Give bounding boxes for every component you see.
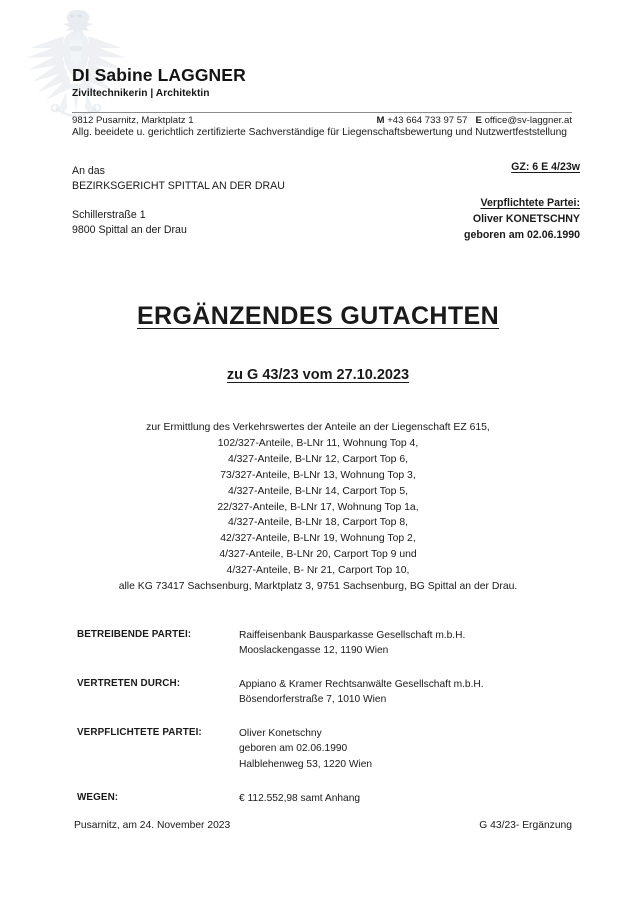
property-share-line: 42/327-Anteile, B-LNr 19, Wohnung Top 2, — [220, 533, 416, 545]
property-share-line: 22/327-Anteile, B-LNr 17, Wohnung Top 1a, — [217, 501, 419, 513]
document-footer — [74, 820, 572, 831]
document-title — [0, 302, 636, 331]
party-label: BETREIBENDE PARTEI: — [77, 629, 192, 640]
party-value-line: geboren am 02.06.1990 — [239, 743, 348, 755]
footer-place-date: Pusarnitz, am 24. November 2023 — [74, 820, 231, 831]
letterhead — [72, 66, 572, 138]
letterhead-role: Ziviltechnikerin | Architektin — [72, 88, 210, 100]
party-label: WEGEN: — [77, 791, 119, 803]
party-value — [239, 628, 465, 658]
letterhead-name: DI Sabine LAGGNER — [72, 65, 246, 85]
party-value — [239, 726, 372, 771]
email-label: E — [475, 115, 482, 127]
reference-block — [464, 160, 580, 244]
property-share-list — [0, 436, 636, 579]
party-row — [77, 791, 567, 806]
party-label: VERPFLICHTETE PARTEI: — [77, 727, 202, 739]
property-share-line: 4/327-Anteile, B-LNr 12, Carport Top 6, — [227, 453, 408, 465]
obligated-party-birthdate: geboren am 02.06.1990 — [463, 228, 580, 241]
property-share-line: 102/327-Anteile, B-LNr 11, Wohnung Top 4, — [217, 437, 419, 449]
party-value-line: Bösendorferstraße 7, 1010 Wien — [239, 694, 387, 706]
property-share-line: 4/327-Anteile, B-LNr 14, Carport Top 5, — [227, 485, 408, 497]
party-row — [77, 628, 567, 658]
phone-label: M — [376, 115, 385, 127]
party-row — [77, 726, 567, 771]
phone-number: +43 664 733 97 57 — [387, 115, 468, 127]
property-description — [0, 420, 636, 595]
footer-doc-ref: G 43/23- Ergänzung — [479, 820, 572, 831]
property-share-line: 4/327-Anteile, B-LNr 20, Carport Top 9 und — [219, 549, 417, 561]
party-value-line: Appiano & Kramer Rechtsanwälte Gesellschaft m.b.H. — [239, 679, 484, 691]
party-label: VERTRETEN DURCH: — [77, 678, 181, 690]
letterhead-contact-line — [72, 115, 572, 126]
email-address[interactable]: office@sv-laggner.at — [484, 115, 572, 127]
letterhead-divider — [72, 112, 572, 113]
party-value-line: Raiffeisenbank Bausparkasse Gesellschaft m.b.H. — [239, 630, 466, 641]
party-value-line: Halblehenweg 53, 1220 Wien — [239, 758, 373, 770]
obligated-party-label: Verpflichtete Partei: — [480, 196, 580, 209]
recipient-spacer — [72, 195, 285, 208]
recipient-block — [72, 164, 285, 238]
party-value — [239, 677, 484, 707]
document-title-text: ERGÄNZENDES GUTACHTEN — [136, 302, 500, 330]
letterhead-contacts — [377, 115, 572, 126]
property-closing: alle KG 73417 Sachsenburg, Marktplatz 3, 9751 Sachsenburg, BG Spittal an der Drau. — [118, 581, 518, 593]
property-share-line: 4/327-Anteile, B- Nr 21, Carport Top 10, — [226, 565, 410, 577]
party-row — [77, 677, 567, 707]
party-value-line: € 112.552,98 samt Anhang — [239, 792, 361, 804]
document-subtitle — [0, 367, 636, 383]
recipient-city: 9800 Spittal an der Drau — [72, 224, 187, 237]
letterhead-qualification: Allg. beeidete u. gerichtlich zertifizierte Sachverständige für Liegenschaftsbewertung und Nutzwertfeststellung — [72, 127, 567, 139]
property-intro: zur Ermittlung des Verkehrswertes der Anteile an der Liegenschaft EZ 615, — [146, 422, 490, 433]
property-share-line: 73/327-Anteile, B-LNr 13, Wohnung Top 3, — [220, 469, 416, 481]
parties-table — [77, 628, 567, 825]
case-number: GZ: 6 E 4/23w — [511, 161, 580, 173]
document-subtitle-text: zu G 43/23 vom 27.10.2023 — [226, 367, 410, 383]
letterhead-address: 9812 Pusarnitz, Marktplatz 1 — [72, 115, 194, 127]
recipient-line-1: An das — [72, 165, 105, 177]
party-value-line: Mooslackengasse 12, 1190 Wien — [239, 645, 389, 657]
property-share-line: 4/327-Anteile, B-LNr 18, Carport Top 8, — [227, 517, 408, 529]
recipient-court-name: BEZIRKSGERICHT SPITTAL AN DER DRAU — [72, 180, 285, 193]
party-value-line: Oliver Konetschny — [239, 728, 322, 740]
obligated-party-name: Oliver KONETSCHNY — [472, 212, 580, 225]
recipient-street: Schillerstraße 1 — [72, 208, 146, 221]
party-value — [239, 791, 360, 806]
